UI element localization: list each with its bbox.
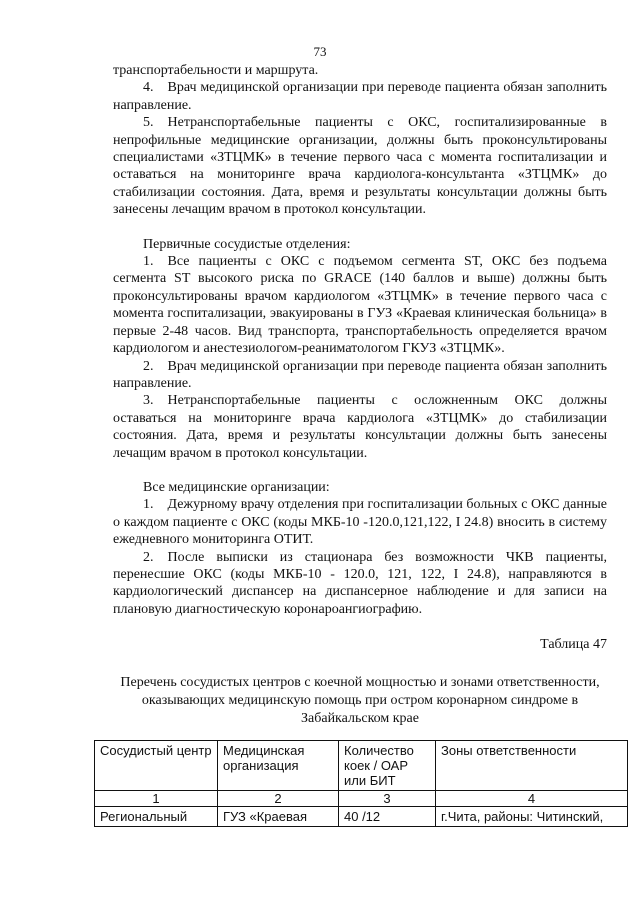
list-item: 1. Все пациенты с ОКС с подъемом сегмента ST, ОКС без подъема сегмента ST высокого риска по GRACE (140 баллов и выше) должны быть проконсультированы врачом кардиологом «ЗТЦМК» в течение первого часа с момента госпитализации, эвакуированы в ГУЗ «Краевая клиническая больница» в первые 2-48 часов. Вид транспорта, транспортабельность определяется врачом кардиологом и анестезиологом-реаниматологом ГКУЗ «ЗТЦМК». <box>113 254 607 357</box>
table-header-row <box>95 740 628 790</box>
paragraph: транспортабельности и маршрута. <box>113 63 319 78</box>
table-cell: Региональный <box>95 806 218 826</box>
list-item: 2. Врач медицинской организации при переводе пациента обязан заполнить направление. <box>113 358 607 391</box>
column-number: 4 <box>436 790 628 806</box>
list-item: 4. Врач медицинской организации при переводе пациента обязан заполнить направление. <box>113 80 607 113</box>
table-header-cell: Зоны ответственности <box>436 740 628 790</box>
document-body <box>100 62 607 827</box>
table-cell: г.Чита, районы: Читинский, <box>436 806 628 826</box>
table-header-cell: Сосудистый центр <box>95 740 218 790</box>
list-item: 3. Нетранспортабельные пациенты с осложненным ОКС должны оставаться на мониторинге врача кардиолога «ЗТЦМК» до стабилизации состояния. Дата, время и результаты консультации должны быть занесены лечащим врачом в протокол консультации. <box>113 393 607 461</box>
table-title: Перечень сосудистых центров с коечной мощностью и зонами ответственности, оказывающих медицинскую помощь при остром коронарном синдроме в Забайкальском крае <box>120 674 600 726</box>
table-header-cell: Количество коек / ОАР или БИТ <box>339 740 436 790</box>
section-heading-primary: Первичные сосудистые отделения: <box>143 236 351 252</box>
table-header-cell: Медицинская организация <box>218 740 339 790</box>
column-number: 2 <box>218 790 339 806</box>
section-heading-all-orgs: Все медицинские организации: <box>143 479 330 495</box>
table-number-row <box>95 790 628 806</box>
list-item: 1. Дежурному врачу отделения при госпитализации больных с ОКС данные о каждом пациенте с ОКС (коды МКБ-10 -120.0,121,122, I 24.8) вносить в систему ежедневного мониторинга ОТИТ. <box>113 497 607 548</box>
list-item: 2. После выписки из стационара без возможности ЧКВ пациенты, перенесшие ОКС (коды МКБ-10 - 120.0, 121, 122, I 24.8), направляются в кардиологический диспансер на диспансерное наблюдение и для записи на плановую диагностическую коронароангиографию. <box>113 549 607 617</box>
page-number: 73 <box>313 44 327 59</box>
centers-table <box>94 740 628 827</box>
table-row <box>95 806 628 826</box>
table-cell: 40 /12 <box>339 806 436 826</box>
list-item: 5. Нетранспортабельные пациенты с ОКС, госпитализированные в непрофильные медицинские организации, должны быть проконсультированы специалистами «ЗТЦМК» в течение первого часа с момента госпитализации и оставаться на мониторинге врача кардиолога-консультанта «ЗТЦМК» до стабилизации состояния. Дата, время и результаты консультации должны быть занесены лечащим врачом в протокол консультации. <box>113 115 607 218</box>
table-label: Таблица 47 <box>540 637 607 653</box>
column-number: 3 <box>339 790 436 806</box>
table-cell: ГУЗ «Краевая <box>218 806 339 826</box>
column-number: 1 <box>95 790 218 806</box>
